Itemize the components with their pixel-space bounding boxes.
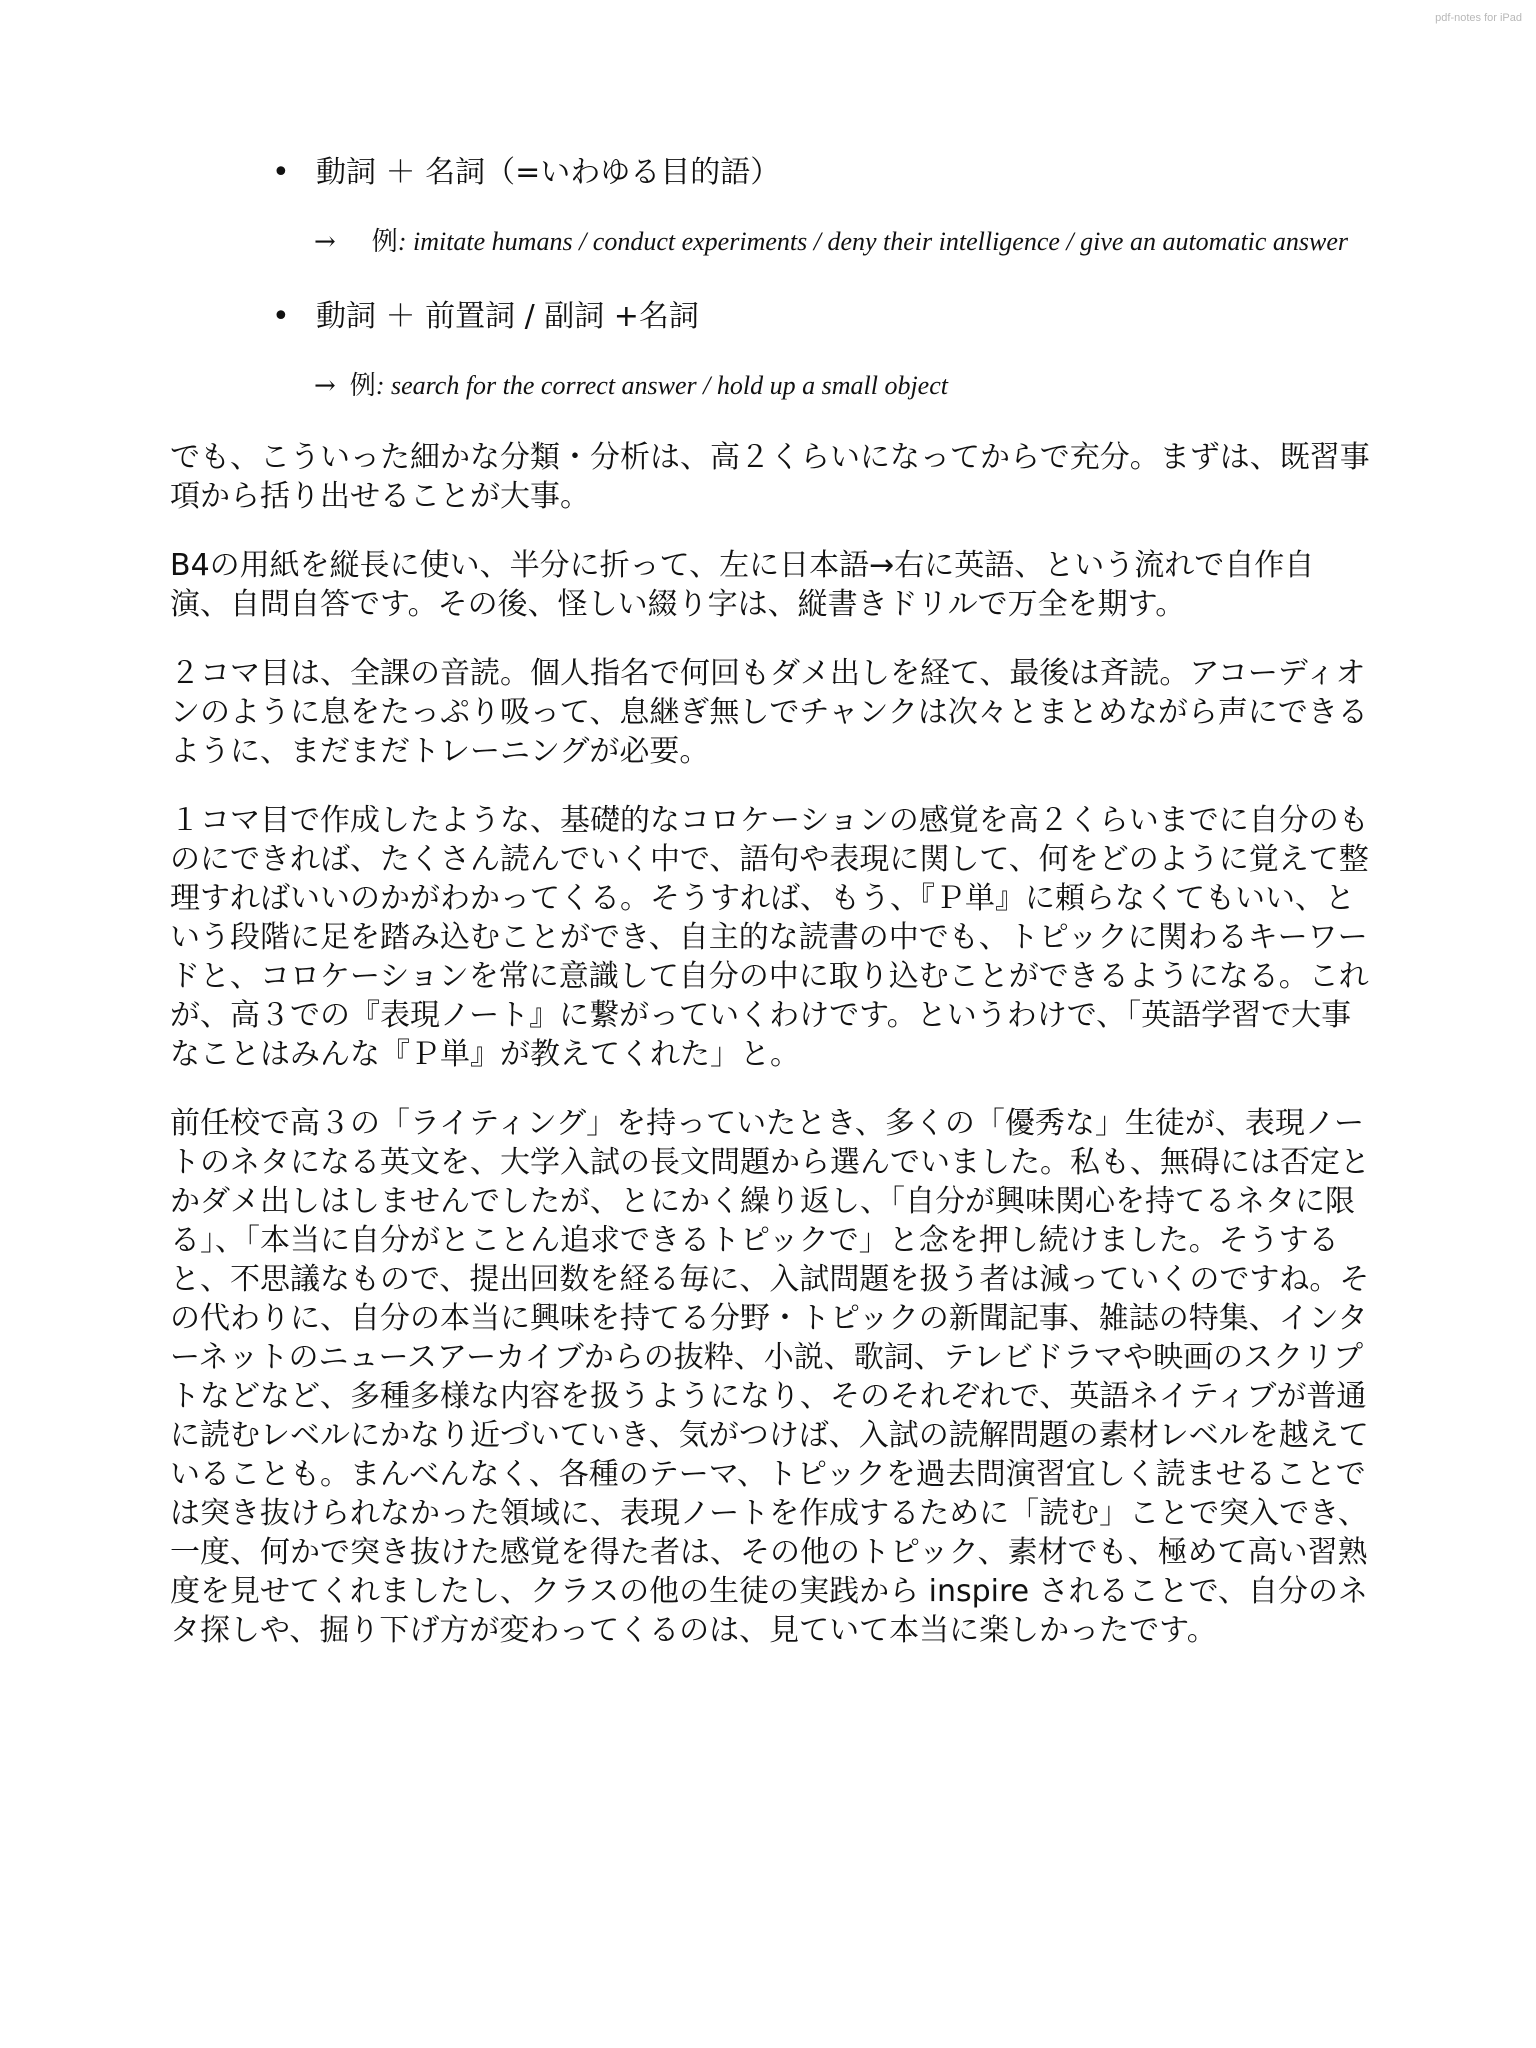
bullet-text: 動詞 ＋ 名詞（=いわゆる目的語） [316, 155, 781, 190]
paragraph-5: 前任校で高３の「ライティング」を持っていたとき、多くの「優秀な」生徒が、表現ノートのネタになる英文を、大学入試の長文問題から選んでいました。私も、無碍には否定とかダメ出しはしませんでしたが、とにかく繰り返し、「自分が興味関心を持てるネタに限る」、「本当に自分がとことん追求できるトピックで」と念を押し続けました。そうすると、不思議なもので、提出回数を経る毎に、入試問題を扱う者は減っていくのですね。その代わりに、自分の本当に興味を持てる分野・トピックの新聞記事、雑誌の特集、インターネットのニュースアーカイブからの抜粋、小説、歌詞、テレビドラマや映画のスクリプトなどなど、多種多様な内容を扱うようになり、そのそれぞれで、英語ネイティブが普通に読むレベルにかなり近づいていき、気がつけば、入試の読解問題の素材レベルを越えていることも。まんべんなく、各種のテーマ、トピックを過去問演習宜しく読ませることでは突き抜けられなかった領域に、表現ノートを作成するために「読む」ことで突入でき、一度、何かで突き抜けた感覚を得た者は、その他のトピック、素材でも、極めて高い習熟度を見せてくれましたし、クラスの他の生徒の実践から inspire されることで、自分のネタ探しや、掘り下げ方が変わってくるのは、見ていて本当に楽しかったです。 [170, 1106, 1370, 1648]
bullet-list-2 [170, 294, 1370, 340]
bullet-item-1 [272, 150, 1370, 196]
bullet-dot-icon: • [272, 299, 290, 334]
bullet-item-2 [272, 294, 1370, 340]
paragraph-1: でも、こういった細かな分類・分析は、高２くらいになってからで充分。まずは、既習事項から括り出せることが大事。 [170, 440, 1370, 514]
bullet-list [170, 150, 1370, 196]
example-label: 例 [349, 371, 376, 401]
paragraph-3: ２コマ目は、全課の音読。個人指名で何回もダメ出しを経て、最後は斉読。アコーディオンのように息をたっぷり吸って、息継ぎ無しでチャンクは次々とまとめながら声にできるように、まだまだトレーニングが必要。 [170, 656, 1368, 769]
example-label: 例 [371, 227, 398, 257]
bullet-text: 動詞 ＋ 前置詞 / 副詞 +名詞 [316, 299, 699, 334]
arrow-right-icon: → [314, 371, 336, 401]
paragraph-4: １コマ目で作成したような、基礎的なコロケーションの感覚を高２くらいまでに自分のものにできれば、たくさん読んでいく中で、語句や表現に関して、何をどのように覚えて整理すればいいのかがわかってくる。そうすれば、もう、『Ｐ単』に頼らなくてもいい、という段階に足を踏み込むことができ、自主的な読書の中でも、トピックに関わるキーワードと、コロケーションを常に意識して自分の中に取り込むことができるようになる。これが、高３での『表現ノート』に繋がっていくわけです。というわけで、「英語学習で大事なことはみんな『Ｐ単』が教えてくれた」と。 [170, 803, 1369, 1072]
app-watermark: pdf-notes for iPad [1435, 12, 1522, 24]
arrow-right-icon: → [314, 227, 336, 257]
example-2 [170, 366, 1354, 406]
example-1 [170, 222, 1354, 262]
example-text: : imitate humans / conduct experiments / deny their intelligence / give an automatic answer [397, 227, 1349, 256]
paragraph-2: B4の用紙を縦長に使い、半分に折って、左に日本語→右に英語、という流れで自作自演、自問自答です。その後、怪しい綴り字は、縦書きドリルで万全を期す。 [170, 548, 1315, 622]
document-page [170, 150, 1370, 1680]
example-text: : search for the correct answer / hold up a small object [375, 371, 948, 400]
bullet-dot-icon: • [272, 155, 290, 190]
